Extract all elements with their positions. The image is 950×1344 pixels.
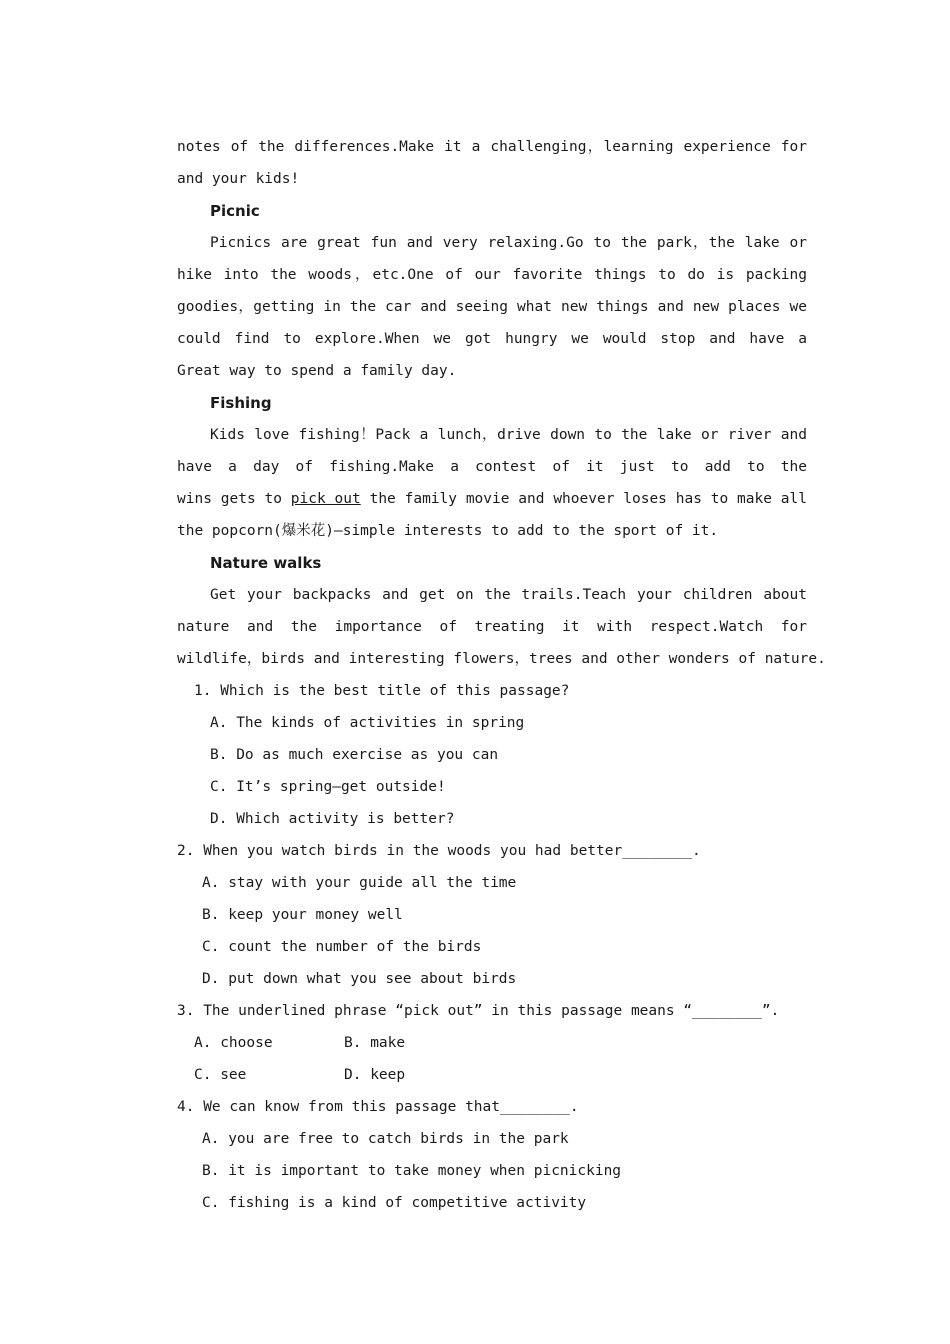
question-1-option-a: A. The kinds of activities in spring xyxy=(210,715,525,731)
question-2-option-a: A. stay with your guide all the time xyxy=(202,875,517,891)
question-3-option-c: C. see xyxy=(194,1067,247,1083)
nature-line-1: Get your backpacks and get on the trails.Teach your children about xyxy=(210,587,807,603)
question-1-option-c: C. It’s spring—get outside! xyxy=(210,779,446,795)
nature-heading: Nature walks xyxy=(210,554,322,572)
question-1-option-b: B. Do as much exercise as you can xyxy=(210,747,499,763)
picnic-line-3: goodies，getting in the car and seeing what new things and new places we xyxy=(177,299,807,315)
question-2-option-b: B. keep your money well xyxy=(202,907,403,923)
question-3-option-a: A. choose xyxy=(194,1035,273,1051)
question-3-option-b: B. make xyxy=(344,1035,406,1051)
question-4-option-c: C. fishing is a kind of competitive activity xyxy=(202,1195,587,1211)
question-3-options-ab xyxy=(177,1027,807,1059)
intro-line-2: and your kids! xyxy=(177,171,300,187)
question-3-option-d: D. keep xyxy=(344,1067,406,1083)
picnic-line-4: could find to explore.When we got hungry we would stop and have a xyxy=(177,331,807,347)
question-2-option-c: C. count the number of the birds xyxy=(202,939,482,955)
question-1-option-d: D. Which activity is better? xyxy=(210,811,455,827)
intro-line-1: notes of the differences.Make it a challenging，learning experience for xyxy=(177,139,807,155)
picnic-line-5: Great way to spend a family day. xyxy=(177,363,457,379)
fishing-line-4: the popcorn(爆米花)—simple interests to add to the sport of it. xyxy=(177,523,719,539)
fishing-line-1: Kids love fishing！Pack a lunch，drive down to the lake or river and xyxy=(210,427,807,443)
picnic-heading: Picnic xyxy=(210,202,260,220)
fishing-line-3-pre: wins gets to xyxy=(177,491,291,507)
nature-line-3: wildlife，birds and interesting flowers，trees and other wonders of nature. xyxy=(177,651,826,667)
question-4-stem: 4. We can know from this passage that________. xyxy=(177,1099,579,1115)
question-3-stem: 3. The underlined phrase “pick out” in this passage means “________”. xyxy=(177,1003,780,1019)
fishing-line-3-post: the family movie and whoever loses has to make all xyxy=(369,491,807,507)
document-page xyxy=(177,131,826,1219)
picnic-line-1: Picnics are great fun and very relaxing.Go to the park，the lake or xyxy=(210,235,807,251)
question-1-stem: 1. Which is the best title of this passage? xyxy=(194,683,570,699)
question-3-options-cd xyxy=(177,1059,807,1091)
picnic-line-2: hike into the woods，etc.One of our favorite things to do is packing xyxy=(177,267,807,283)
question-4-option-b: B. it is important to take money when picnicking xyxy=(202,1163,622,1179)
fishing-line-3 xyxy=(177,483,807,515)
fishing-line-2: have a day of fishing.Make a contest of it just to add to the xyxy=(177,459,807,475)
fishing-heading: Fishing xyxy=(210,394,272,412)
nature-line-2: nature and the importance of treating it with respect.Watch for xyxy=(177,619,807,635)
question-2-option-d: D. put down what you see about birds xyxy=(202,971,517,987)
question-4-option-a: A. you are free to catch birds in the park xyxy=(202,1131,569,1147)
question-2-stem: 2. When you watch birds in the woods you had better________. xyxy=(177,843,701,859)
underlined-phrase: pick out xyxy=(290,491,361,507)
